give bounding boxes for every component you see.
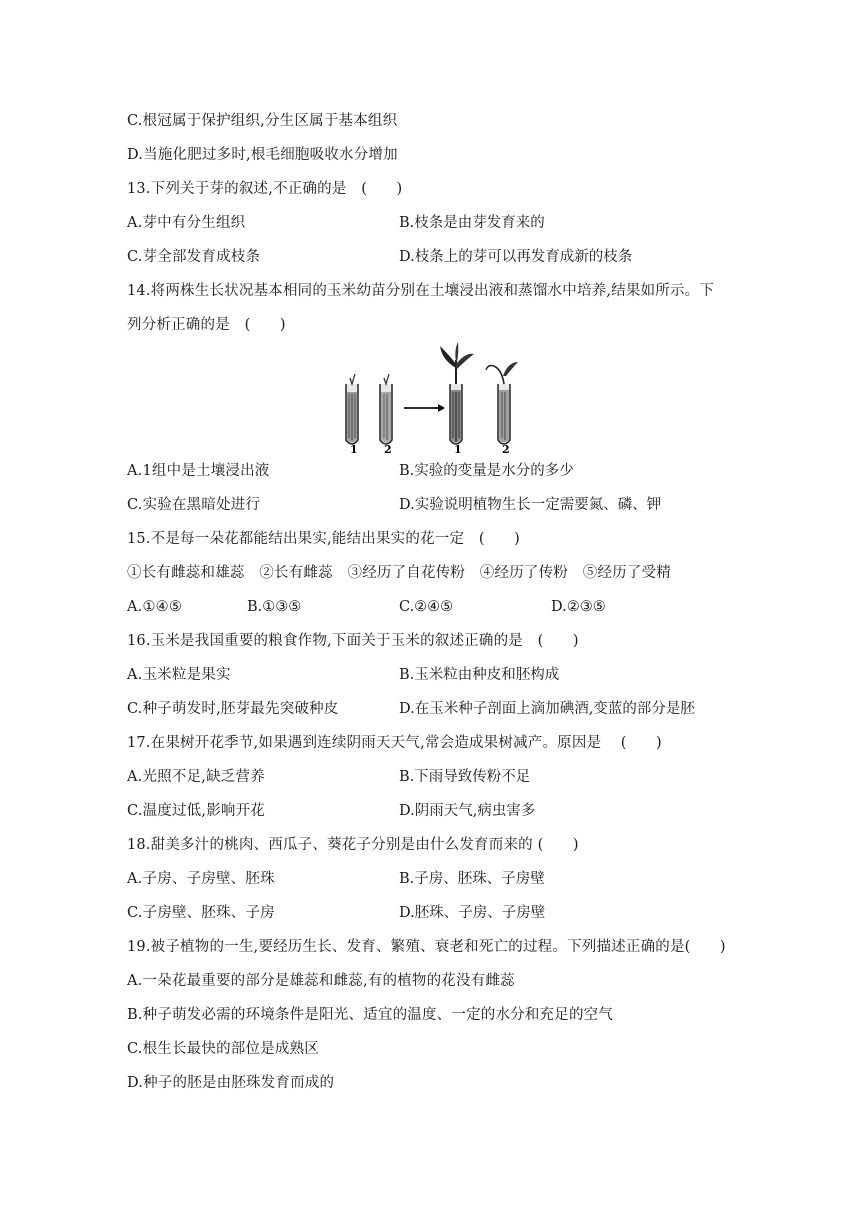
q15-option-a: A.①④⑤: [127, 599, 183, 615]
q16-option-b: B.玉米粒由种皮和胚构成: [399, 667, 560, 683]
q13-option-c: C.芽全部发育成枝条: [127, 249, 261, 265]
q19-option-a: A.一朵花最重要的部分是雄蕊和雌蕊,有的植物的花没有雌蕊: [127, 973, 515, 989]
q19-option-c: C.根生长最快的部位是成熟区: [127, 1041, 319, 1057]
q18-option-c: C.子房壁、胚珠、子房: [127, 905, 275, 921]
q12-option-c: C.根冠属于保护组织,分生区属于基本组织: [127, 113, 398, 129]
q19-option-d: D.种子的胚是由胚珠发育而成的: [127, 1075, 335, 1091]
q13-option-b: B.枝条是由芽发育来的: [399, 215, 545, 231]
q13-option-a: A.芽中有分生组织: [127, 215, 246, 231]
q15-stem: 15.不是每一朵花都能结出果实,能结出果实的花一定 ( ): [127, 531, 520, 547]
q16-option-c: C.种子萌发时,胚芽最先突破种皮: [127, 701, 339, 717]
test-tube-diagram: [338, 340, 528, 456]
q18-option-d: D.胚珠、子房、子房壁: [399, 905, 546, 921]
q14-stem-line1: 14.将两株生长状况基本相同的玉米幼苗分别在土壤浸出液和蒸馏水中培养,结果如所示。下: [127, 283, 715, 299]
q19-option-b: B.种子萌发必需的环境条件是阳光、适宜的温度、一定的水分和充足的空气: [127, 1007, 614, 1023]
q17-option-c: C.温度过低,影响开花: [127, 803, 265, 819]
tube-2-before: [380, 374, 392, 456]
q17-option-b: B.下雨导致传粉不足: [399, 769, 531, 785]
q15-option-d: D.②③⑤: [551, 599, 606, 615]
q14-option-b: B.实验的变量是水分的多少: [399, 463, 574, 479]
q16-option-d: D.在玉米种子剖面上滴加碘酒,变蓝的部分是胚: [399, 701, 695, 717]
q16-option-a: A.玉米粒是果实: [127, 667, 231, 683]
tube-1-before: [346, 374, 358, 456]
q17-stem: 17.在果树开花季节,如果遇到连续阴雨天天气,常会造成果树减产。原因是 ( ): [127, 735, 662, 751]
q14-test-tube-figure: [338, 340, 528, 456]
q15-option-c: C.②④⑤: [399, 599, 454, 615]
q18-option-a: A.子房、子房壁、胚珠: [127, 871, 275, 887]
q14-option-d: D.实验说明植物生长一定需要氮、磷、钾: [399, 497, 662, 513]
tube-1-after: [440, 342, 474, 456]
q18-option-b: B.子房、胚珠、子房壁: [399, 871, 545, 887]
q18-stem: 18.甜美多汁的桃肉、西瓜子、葵花子分别是由什么发育而来的 ( ): [127, 837, 579, 853]
tube-label-1-after: 1: [454, 443, 462, 456]
tube-label-2: 2: [384, 443, 392, 456]
q17-option-d: D.阴雨天气,病虫害多: [399, 803, 536, 819]
q15-option-b: B.①③⑤: [247, 599, 302, 615]
q12-option-d: D.当施化肥过多时,根毛细胞吸收水分增加: [127, 147, 398, 163]
q19-stem: 19.被子植物的一生,要经历生长、发育、繁殖、衰老和死亡的过程。下列描述正确的是( ): [127, 939, 726, 955]
q14-option-a: A.1组中是土壤浸出液: [127, 463, 270, 479]
tube-label-1: 1: [350, 443, 358, 456]
q17-option-a: A.光照不足,缺乏营养: [127, 769, 265, 785]
tube-2-after: [486, 362, 518, 456]
q13-stem: 13.下列关于芽的叙述,不正确的是 ( ): [127, 181, 403, 197]
tube-label-2-after: 2: [502, 443, 510, 456]
q16-stem: 16.玉米是我国重要的粮食作物,下面关于玉米的叙述正确的是 ( ): [127, 633, 579, 649]
arrow-icon: [404, 404, 445, 412]
q13-option-d: D.枝条上的芽可以再发育成新的枝条: [399, 249, 633, 265]
q15-statements: ①长有雌蕊和雄蕊 ②长有雌蕊 ③经历了自花传粉 ④经历了传粉 ⑤经历了受精: [127, 565, 671, 581]
q14-option-c: C.实验在黑暗处进行: [127, 497, 261, 513]
q14-stem-line2: 列分析正确的是 ( ): [127, 317, 286, 333]
